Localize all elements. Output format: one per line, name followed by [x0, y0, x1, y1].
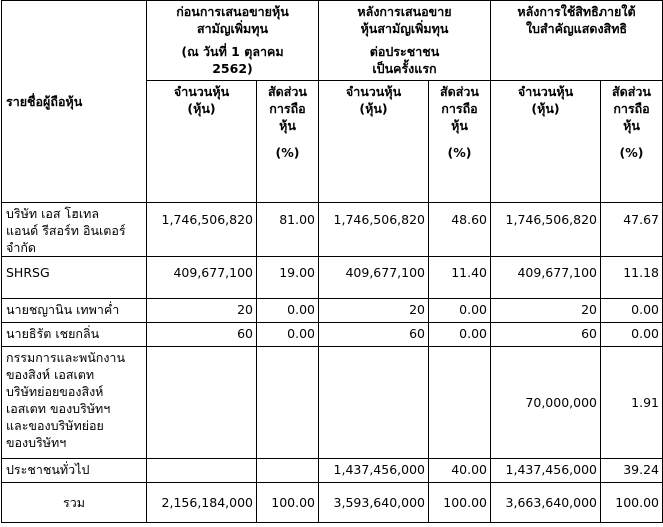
total-pct-before: 100.00 [257, 483, 319, 523]
pct-after-warrants: 47.67 [601, 203, 663, 257]
shares-after-ipo: 1,746,506,820 [319, 203, 429, 257]
shares-after-warrants: 409,677,100 [491, 257, 601, 299]
total-shares-after-ipo: 3,593,640,000 [319, 483, 429, 523]
pct-before: 0.00 [257, 323, 319, 347]
header-pct-1: สัดส่วน การถือ หุ้น (%) [257, 81, 319, 203]
pct-after-warrants: 1.91 [601, 347, 663, 459]
header-pct-3: สัดส่วน การถือ หุ้น (%) [601, 81, 663, 203]
header-after-ipo-line-1: หลังการเสนอขาย [357, 4, 452, 19]
shares-after-warrants: 1,437,456,000 [491, 459, 601, 483]
table-row [2, 347, 663, 459]
pct-after-ipo [429, 347, 491, 459]
pct-after-ipo: 0.00 [429, 323, 491, 347]
pct-after-warrants: 11.18 [601, 257, 663, 299]
shares-after-warrants: 1,746,506,820 [491, 203, 601, 257]
header-before-line-2: สามัญเพิ่มทุน [196, 21, 269, 36]
shareholder-name: นายธิรัต เชยกลิ่น [2, 323, 147, 347]
header-before-line-1: ก่อนการเสนอขายหุ้น [176, 4, 289, 19]
header-shareholder-name: รายชื่อผู้ถือหุ้น [2, 1, 147, 203]
total-label: รวม [2, 483, 147, 523]
header-shares-1: จำนวนหุ้น (หุ้น) [147, 81, 257, 203]
total-shares-after-warrants: 3,663,640,000 [491, 483, 601, 523]
header-shares-3: จำนวนหุ้น (หุ้น) [491, 81, 601, 203]
pct-after-ipo: 0.00 [429, 299, 491, 323]
shares-after-ipo: 20 [319, 299, 429, 323]
shares-before [147, 347, 257, 459]
header-before-line-3: (ณ วันที่ 1 ตุลาคม [181, 44, 284, 59]
header-group-row [2, 1, 663, 81]
pct-before: 81.00 [257, 203, 319, 257]
pct-after-warrants: 0.00 [601, 299, 663, 323]
pct-after-warrants: 0.00 [601, 323, 663, 347]
header-before-offering [147, 1, 319, 81]
total-pct-after-warrants: 100.00 [601, 483, 663, 523]
shares-before [147, 459, 257, 483]
pct-after-ipo: 11.40 [429, 257, 491, 299]
shares-before: 1,746,506,820 [147, 203, 257, 257]
header-after-ipo-line-4: เป็นครั้งแรก [372, 61, 437, 76]
shareholder-name: กรรมการและพนักงาน ของสิงห์ เอสเตท บริษัทย่อยของสิงห์ เอสเตท ของบริษัทฯ และของบริษัทย่อย ของบริษัทฯ [2, 347, 147, 459]
shares-after-ipo [319, 347, 429, 459]
table-row [2, 299, 663, 323]
pct-before [257, 347, 319, 459]
total-row [2, 483, 663, 523]
shareholder-name: SHRSG [2, 257, 147, 299]
shareholder-name: ประชาชนทั่วไป [2, 459, 147, 483]
shareholder-name: บริษัท เอส โฮเทล แอนด์ รีสอร์ท อินเตอร์ จำกัด [2, 203, 147, 257]
shares-after-warrants: 20 [491, 299, 601, 323]
table-row [2, 459, 663, 483]
pct-after-warrants: 39.24 [601, 459, 663, 483]
shares-after-warrants: 60 [491, 323, 601, 347]
header-pct-2: สัดส่วน การถือ หุ้น (%) [429, 81, 491, 203]
pct-after-ipo: 48.60 [429, 203, 491, 257]
header-after-ipo [319, 1, 491, 81]
shares-after-ipo: 409,677,100 [319, 257, 429, 299]
shares-before: 20 [147, 299, 257, 323]
table-row [2, 323, 663, 347]
pct-before: 0.00 [257, 299, 319, 323]
total-shares-before: 2,156,184,000 [147, 483, 257, 523]
header-after-ipo-line-3: ต่อประชาชน [369, 44, 440, 59]
header-after-ipo-line-2: หุ้นสามัญเพิ่มทุน [360, 21, 449, 36]
pct-before: 19.00 [257, 257, 319, 299]
shares-after-ipo: 1,437,456,000 [319, 459, 429, 483]
header-after-warrants-line-2: ใบสำคัญแสดงสิทธิ [525, 21, 628, 36]
shareholder-table [1, 0, 663, 523]
header-after-warrants-line-1: หลังการใช้สิทธิภายใต้ [517, 4, 636, 19]
header-shares-2: จำนวนหุ้น (หุ้น) [319, 81, 429, 203]
table-row [2, 203, 663, 257]
shares-before: 409,677,100 [147, 257, 257, 299]
pct-before [257, 459, 319, 483]
header-after-warrants [491, 1, 663, 81]
shares-before: 60 [147, 323, 257, 347]
table-row [2, 257, 663, 299]
pct-after-ipo: 40.00 [429, 459, 491, 483]
shares-after-ipo: 60 [319, 323, 429, 347]
header-before-line-4: 2562) [212, 61, 253, 76]
total-pct-after-ipo: 100.00 [429, 483, 491, 523]
shares-after-warrants: 70,000,000 [491, 347, 601, 459]
shareholder-name: นายชญานิน เทพาค่ำ [2, 299, 147, 323]
